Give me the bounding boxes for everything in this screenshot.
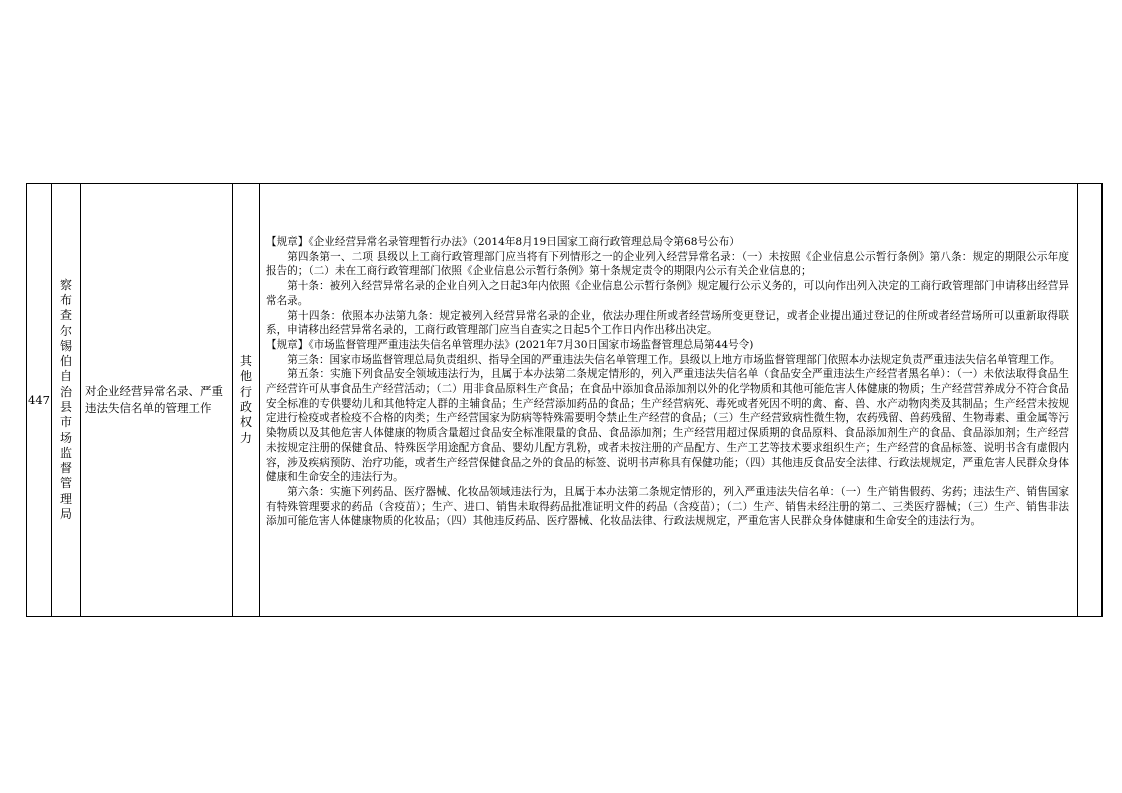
power-list-table [26,183,1103,617]
legal-basis-text [266,235,1069,529]
power-type-cell [233,184,260,616]
basis-cell [260,184,1078,616]
basis-paragraph: 第三条：国家市场监督管理总局负责组织、指导全国的严重违法失信名单管理工作。县级以上地方市场监督管理部门依照本办法规定负责严重违法失信名单管理工作。 [287,353,1061,366]
basis-paragraph: 第十条：被列入经营异常名录的企业自列入之日起3年内依照《企业信息公示暂行条例》规定履行公示义务的，可以向作出列入决定的工商行政管理部门申请移出经营异常名录。 [266,280,1069,307]
basis-paragraph: 第五条：实施下列食品安全领域违法行为，且属于本办法第二条规定情形的，列入严重违法失信名单（食品安全严重违法生产经营者黑名单）：（一）未依法取得食品生产经营许可从事食品生产经营活动；（二）用非食品原料生产食品；在食品中添加食品添加剂以外的化学物质和其他可能危害人体健康的物质；生产经营营养成分不符合食品安全标准的专供婴幼儿和其他特定人群的主辅食品；生产经营添加药品的食品；生产经营病死、毒死或者死因不明的禽、畜、兽、水产动物肉类及其制品；生产经营未按规定进行检疫或者检疫不合格的肉类；生产经营国家为防病等特殊需要明令禁止生产经营的食品；（三）生产经营致病性微生物，农药残留、兽药残留、生物毒素、重金属等污染物质以及其他危害人体健康的物质含量超过食品安全标准限量的食品、食品添加剂；生产经营用超过保质期的食品原料、食品添加剂生产的食品、食品添加剂；生产经营未按规定注册的保健食品、特殊医学用途配方食品、婴幼儿配方乳粉，或者未按注册的产品配方、生产工艺等技术要求组织生产；生产经营的食品标签、说明书含有虚假内容，涉及疾病预防、治疗功能，或者生产经营保健食品之外的食品的标签、说明书声称具有保健功能；（四）其他违反食品安全法律、行政法规规定，严重危害人民群众身体健康和生命安全的违法行为。 [266,368,1069,484]
item-name: 对企业经营异常名录、严重违法失信名单的管理工作 [85,384,223,415]
seq-cell [27,184,52,616]
seq-number: 447 [28,393,50,407]
basis-paragraph: 【规章】《企业经营异常名录管理暂行办法》（2014年8月19日国家工商行政管理总局令第68号公布） [266,236,740,248]
basis-paragraph: 【规章】《市场监督管理严重违法失信名单管理办法》(2021年7月30日国家市场监督管理总局第44号令) [266,338,754,351]
department-name: 察布查尔锡伯自治县市场监督管理局 [59,277,72,522]
item-name-cell [81,184,233,616]
department-cell [52,184,81,616]
power-type: 其他行政权力 [239,354,252,445]
empty-cell-6 [1078,184,1102,616]
basis-paragraph: 第十四条：依照本办法第九条：规定被列入经营异常名录的企业，依法办理住所或者经营场所变更登记，或者企业提出通过登记的住所或者经营场所可以重新取得联系，申请移出经营异常名录的，工商行政管理部门应当自查实之日起5个工作日内作出移出决定。 [266,309,1069,337]
basis-paragraph: 第四条第一、二项 县级以上工商行政管理部门应当将有下列情形之一的企业列入经营异常名录：（一）未按照《企业信息公示暂行条例》第八条：规定的期限公示年度报告的；（二）未在工商行政管理部门依照《企业信息公示暂行条例》第十条规定责令的期限内公示有关企业信息的； [266,250,1069,278]
basis-paragraph: 第六条：实施下列药品、医疗器械、化妆品领域违法行为，且属于本办法第二条规定情形的，列入严重违法失信名单：（一）生产销售假药、劣药；违法生产、销售国家有特殊管理要求的药品（含疫苗）；生产、进口、销售未取得药品批准证明文件的药品（含疫苗）；（二）生产、销售未经注册的第二、三类医疗器械；（三）生产、销售非法添加可能危害人体健康物质的化妆品；（四）其他违反药品、医疗器械、化妆品法律、行政法规规定，严重危害人民群众身体健康和生命安全的违法行为。 [266,485,1069,528]
